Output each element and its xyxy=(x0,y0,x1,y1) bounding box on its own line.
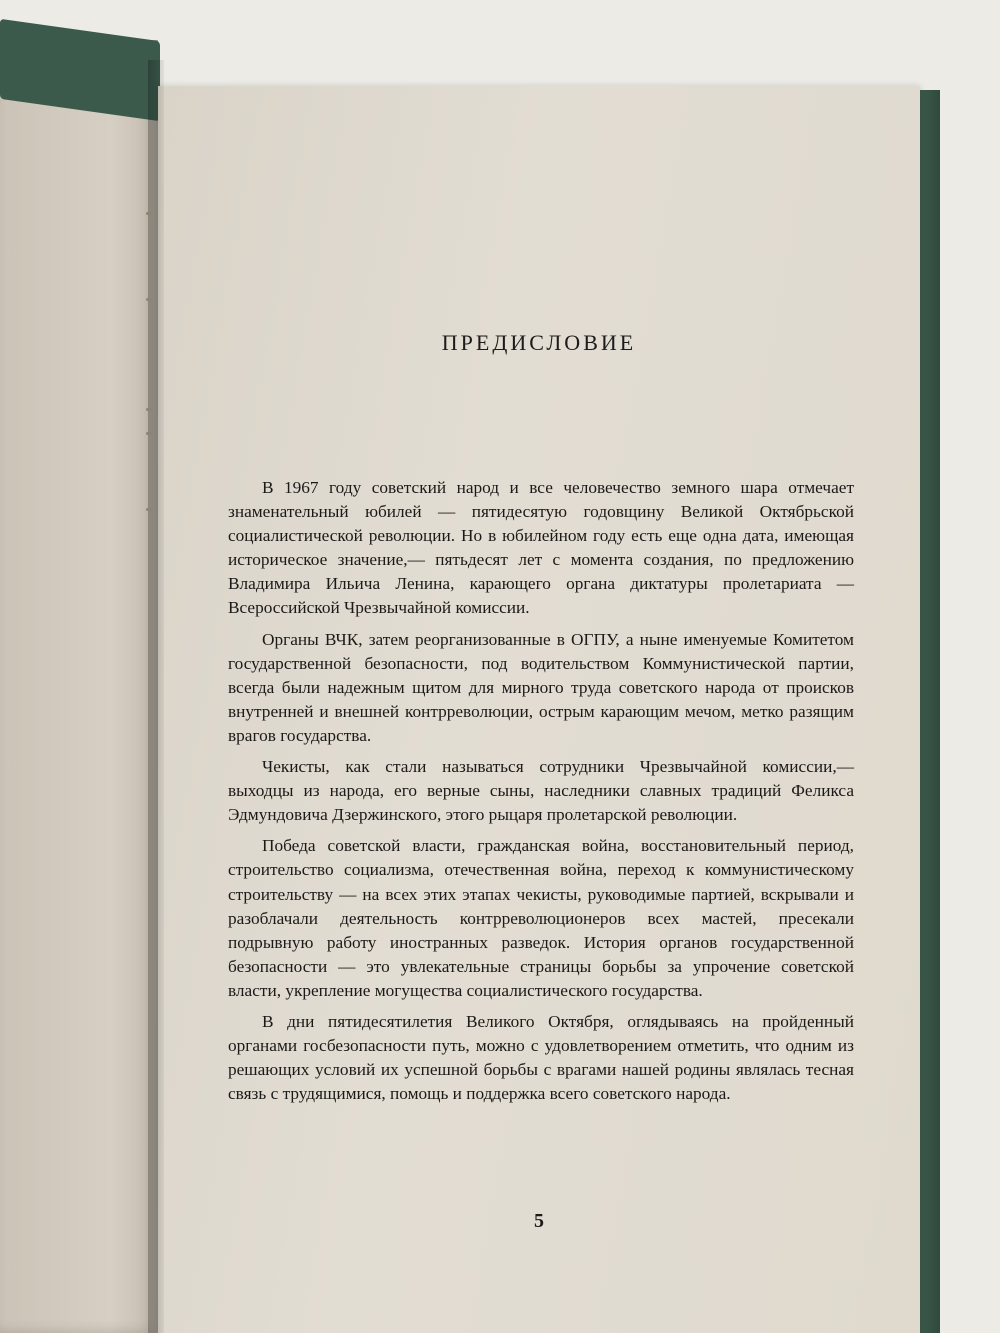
paragraph: Чекисты, как стали называться сотрудники Чрезвычайной комиссии,— выходцы из народа, его верные сыны, наследники славных традиций Феликса Эдмундовича Дзержинского, этого рыцаря пролетарской революции. xyxy=(228,757,854,825)
page-number: 5 xyxy=(534,1210,544,1232)
binding-stitch xyxy=(146,298,152,301)
binding-stitch xyxy=(146,212,152,215)
binding-stitch xyxy=(146,508,152,511)
body-text xyxy=(228,476,854,1113)
paragraph: В 1967 году советский народ и все человечество земного шара отмечает знаменательный юбилей — пятидесятую годовщину Великой Октябрьской социалистической революции. Но в юбилейном году есть еще одна дата, имеющая историческое значение,— пятьдесят лет с момента создания, по предложению Владимира Ильича Ленина, карающего органа диктатуры пролетариата — Всероссийской Чрезвычайной комиссии. xyxy=(228,478,854,618)
left-page xyxy=(0,40,158,1333)
binding-stitch xyxy=(146,432,152,435)
book-gutter xyxy=(148,60,164,1333)
binding-stitch xyxy=(146,408,152,411)
page-heading: ПРЕДИСЛОВИЕ xyxy=(441,330,637,355)
paragraph: Органы ВЧК, затем реорганизованные в ОГПУ, а ныне именуемые Комитетом государственной безопасности, под водительством Коммунистической партии, всегда были надежным щитом для мирного труда советского народа от происков внутренней и внешней контрреволюции, острым карающим мечом, метко разящим врагов государства. xyxy=(228,629,854,745)
paragraph: Победа советской власти, гражданская война, восстановительный период, строительство социализма, отечественная война, переход к коммунистическому строительству — на всех этих этапах чекисты, руководимые партией, вскрывали и разоблачали деятельность контрреволюционеров всех мастей, пресекали подрывную работу иностранных разведок. История органов государственной безопасности — это увлекательные страницы борьбы за упрочение советской власти, укрепление могущества социалистического государства. xyxy=(228,836,854,1000)
paragraph: В дни пятидесятилетия Великого Октября, оглядываясь на пройденный органами госбезопасности путь, можно с удовлетворением отметить, что одним из решающих условий их успешной борьбы с врагами нашей родины являлась тесная связь с трудящимися, помощь и поддержка всего советского народа. xyxy=(228,1011,854,1104)
